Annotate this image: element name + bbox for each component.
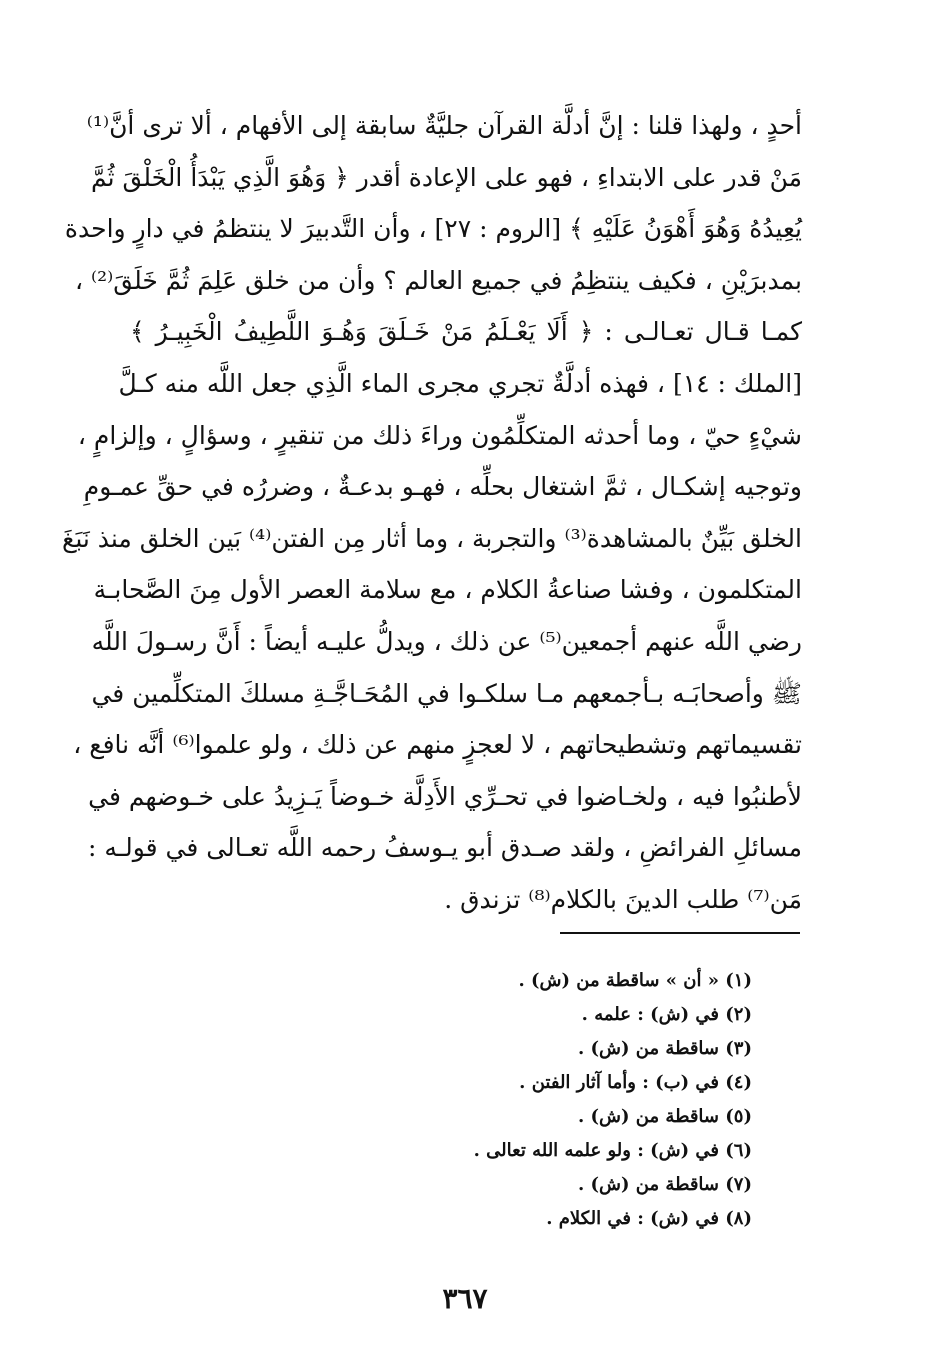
footnote: (٨) في (ش) : في الكلام . (546, 1208, 752, 1229)
footnote: (٣) ساقطة من (ش) . (578, 1038, 752, 1059)
main-text (62, 100, 802, 926)
text-line: ﷺ وأصحابَـه بـأجمعهم مـا سلكـوا في المُحَـاجَّـةِ مسلكَ المتكلِّمين في (91, 678, 802, 708)
text-line: كمـا قـال تعـالـى : ﴿ أَلَا يَعْـلَمُ مَنْ خَـلَقَ وَهُـوَ اللَّطِيفُ الْخَبِيـرُ ﴾ (130, 317, 802, 347)
footnote-separator (560, 932, 800, 934)
footnote: (٦) في (ش) : ولو علمه الله تعالى . (473, 1140, 752, 1161)
footnote: (٢) في (ش) : علمه . (581, 1004, 752, 1025)
text-line: رضي اللَّه عنهم أجمعين⁽⁵⁾ عن ذلك ، ويدلُّ عليـه أيضاً : أَنَّ رسـولَ اللَّه (91, 626, 802, 656)
text-line: يُعِيدُهُ وَهُوَ أَهْوَنُ عَلَيْهِ ﴾ [الروم : ٢٧] ، وأن التَّدبيرَ لا ينتظمُ في دارٍ واحدة (64, 214, 802, 244)
text-line: تقسيماتهم وتشطيحاتهم ، لا لعجزٍ منهم عن ذلك ، ولو علموا⁽⁶⁾ أنَّه نافع ، (73, 730, 802, 760)
text-line: الخلق بَيِّنٌ بالمشاهدة⁽³⁾ والتجربة ، وما أثار مِن الفتن⁽⁴⁾ بَين الخلق منذ نَبَغَ (62, 523, 802, 553)
text-line: مسائلِ الفرائضِ ، ولقد صـدق أبو يـوسفُ رحمه اللَّه تعـالى في قولـه : (87, 833, 802, 863)
text-line: بمدبرَيْنِ ، فكيف ينتظِمُ في جميع العالم ؟ وأن من خلق عَلِمَ ثُمَّ خَلَقَ⁽²⁾ ، (74, 265, 802, 295)
text-line: المتكلمون ، وفشا صناعةُ الكلام ، مع سلامة العصر الأول مِنَ الصَّحابـة (93, 575, 802, 605)
text-line: مَنْ قدر على الابتداءِ ، فهو على الإعادة أقدر ﴿ وَهُوَ الَّذِي يَبْدَأُ الْخَلْقَ ثُمَّ (91, 162, 802, 192)
text-line: مَن⁽⁷⁾ طلب الدينَ بالكلام⁽⁸⁾ تزندق . (444, 884, 802, 914)
text-line: شيْءٍ حيّ ، وما أحدثه المتكلِّمُون وراءَ ذلك من تنقيرٍ ، وسؤالٍ ، وإلزامٍ ، (77, 420, 802, 450)
footnote: (٤) في (ب) : وأما آثار الفتن . (519, 1072, 752, 1093)
footnote: (١) « أن » ساقطة من (ش) . (518, 970, 752, 991)
footnotes (380, 964, 752, 1236)
text-line: وتوجيه إشكـال ، ثمَّ اشتغال بحلِّه ، فهـو بدعـةٌ ، وضررُه في حقِّ عمـومِ (83, 472, 802, 502)
footnote: (٥) ساقطة من (ش) . (578, 1106, 752, 1127)
page-number: ٣٦٧ (442, 1282, 488, 1315)
footnote: (٧) ساقطة من (ش) . (578, 1174, 752, 1195)
text-line: [الملك : ١٤] ، فهذه أدلَّةٌ تجري مجرى الماء الَّذِي جعل اللَّه منه كـلَّ (118, 368, 802, 398)
text-line: لأطنبُوا فيه ، ولخـاضوا في تحـرِّي الأَدِلَّة خـوضاً يَـزِيدُ على خـوضهم في (88, 781, 802, 811)
text-line: أحدٍ ، ولهذا قلنا : إنَّ أدلَّة القرآن جليَّةٌ سابقة إلى الأفهام ، ألا ترى أنَّ⁽¹⁾ (86, 111, 802, 140)
